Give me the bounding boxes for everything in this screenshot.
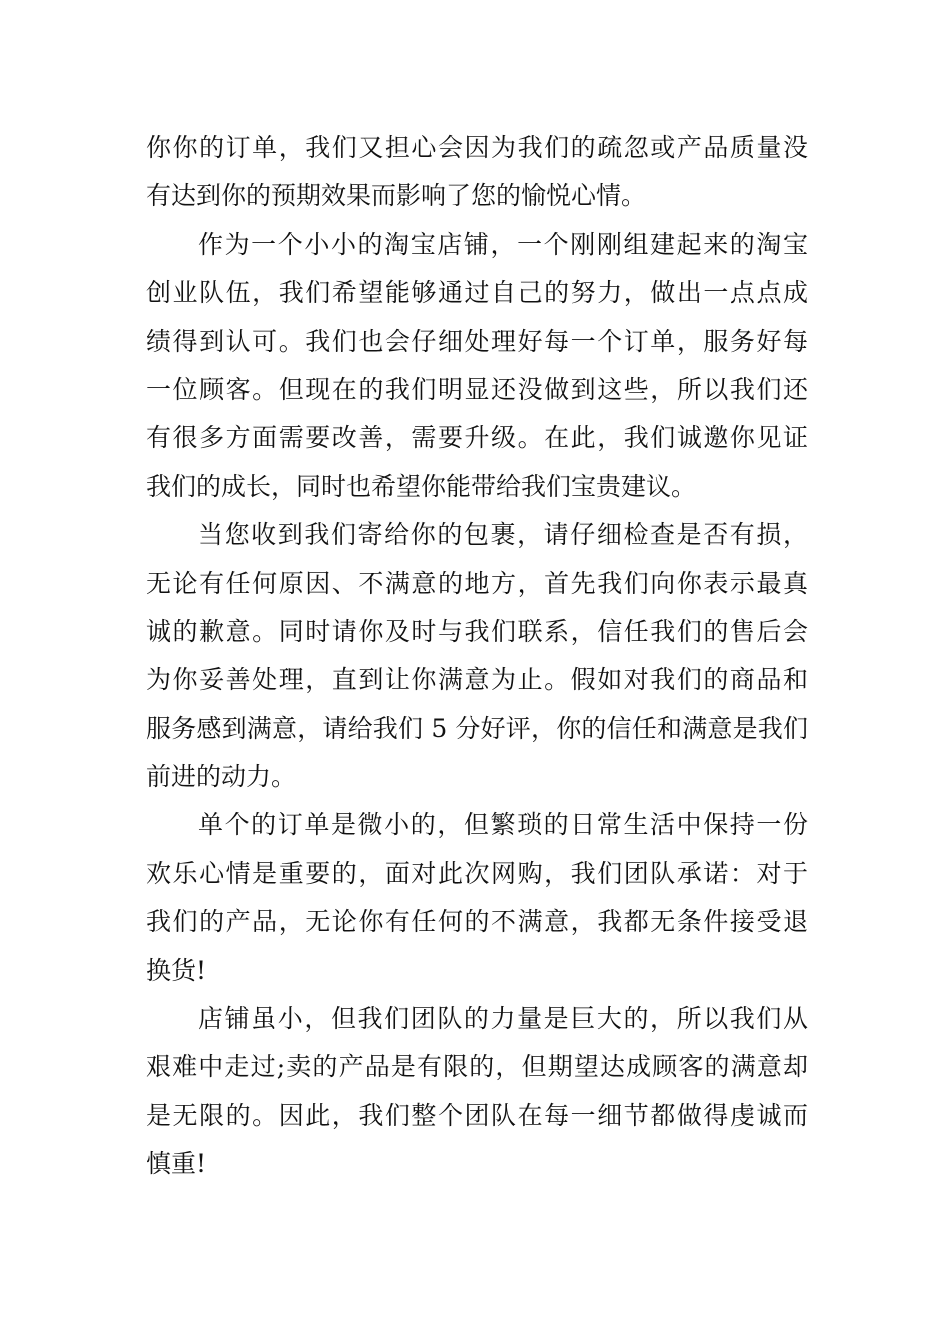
text-line: 有很多方面需要改善，需要升级。在此，我们诚邀你见证 bbox=[146, 423, 808, 453]
paragraph-3 bbox=[146, 511, 808, 801]
text-line: 无论有任何原因、不满意的地方，首先我们向你表示最真 bbox=[146, 568, 808, 598]
text-line: 前进的动力。 bbox=[146, 762, 297, 792]
paragraph-5 bbox=[146, 995, 808, 1189]
document-body bbox=[146, 124, 808, 1189]
paragraph-1 bbox=[146, 124, 808, 221]
text-line: 我们的成长，同时也希望你能带给我们宝贵建议。 bbox=[146, 471, 697, 501]
text-line: 换货! bbox=[146, 955, 207, 985]
text-line: 一位顾客。但现在的我们明显还没做到这些，所以我们还 bbox=[146, 374, 808, 404]
text-line: 我们的产品，无论你有任何的不满意，我都无条件接受退 bbox=[146, 907, 808, 937]
text-line: 绩得到认可。我们也会仔细处理好每一个订单，服务好每 bbox=[146, 326, 808, 356]
text-line: 慎重! bbox=[146, 1149, 207, 1179]
text-line: 服务感到满意，请给我们 5 分好评，你的信任和满意是我们 bbox=[146, 713, 808, 743]
text-line: 单个的订单是微小的，但繁琐的日常生活中保持一份 bbox=[198, 810, 808, 840]
text-line: 当您收到我们寄给你的包裹，请仔细检查是否有损， bbox=[198, 520, 808, 550]
paragraph-2 bbox=[146, 221, 808, 511]
text-line: 有达到你的预期效果而影响了您的愉悦心情。 bbox=[146, 181, 647, 211]
text-line: 你你的订单，我们又担心会因为我们的疏忽或产品质量没 bbox=[146, 133, 808, 162]
text-line: 诚的歉意。同时请你及时与我们联系，信任我们的售后会 bbox=[146, 616, 808, 646]
text-line: 作为一个小小的淘宝店铺，一个刚刚组建起来的淘宝 bbox=[198, 229, 808, 259]
text-line: 欢乐心情是重要的，面对此次网购，我们团队承诺：对于 bbox=[146, 858, 808, 888]
text-line: 为你妥善处理，直到让你满意为止。假如对我们的商品和 bbox=[146, 665, 808, 695]
text-line: 店铺虽小，但我们团队的力量是巨大的，所以我们从 bbox=[198, 1004, 808, 1034]
text-line: 是无限的。因此，我们整个团队在每一细节都做得虔诚而 bbox=[146, 1100, 808, 1130]
paragraph-4 bbox=[146, 801, 808, 995]
text-line: 艰难中走过;卖的产品是有限的，但期望达成顾客的满意却 bbox=[146, 1052, 808, 1082]
text-line: 创业队伍，我们希望能够通过自己的努力，做出一点点成 bbox=[146, 278, 808, 308]
